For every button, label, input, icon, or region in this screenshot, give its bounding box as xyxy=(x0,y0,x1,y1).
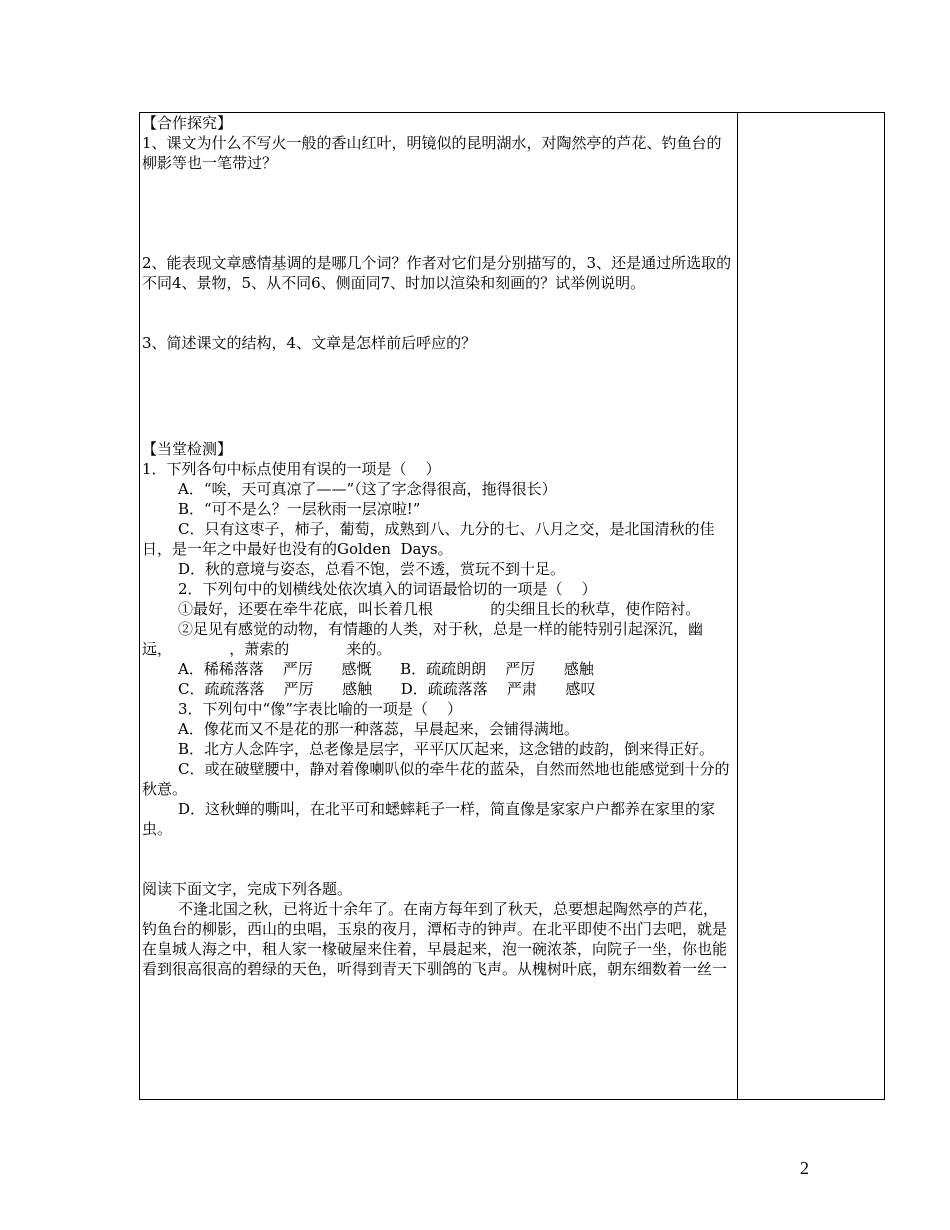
column-divider xyxy=(737,113,738,1099)
test-question-3-stem: 3．下列句中“像”字表比喻的一项是（ ） xyxy=(178,700,462,718)
test-question-2-options-cd: C．疏疏落落 严厉 感触 D．疏疏落落 严肃 感叹 xyxy=(178,680,596,698)
test-question-1-stem: 1．下列各句中标点使用有误的一项是（ ） xyxy=(142,460,441,478)
page-number: 2 xyxy=(800,1158,809,1178)
section-heading-cooperative-inquiry: 【合作探究】 xyxy=(142,114,233,132)
test-question-3-option-d: D．这秋蝉的嘶叫，在北平可和蟋蟀耗子一样，简直像是家家户户都养在家里的家虫。 xyxy=(142,800,716,838)
test-question-3-option-a: A．像花而又不是花的那一种落蕊，早晨起来，会铺得满地。 xyxy=(178,720,579,738)
inquiry-question-1: 1、课文为什么不写火一般的香山红叶，明镜似的昆明湖水，对陶然亭的芦花、钓鱼台的柳影等也一笔带过？ xyxy=(142,134,722,172)
test-question-2-options-ab: A．稀稀落落 严厉 感慨 B．疏疏朗朗 严厉 感触 xyxy=(178,660,594,678)
test-question-1-option-c: C．只有这枣子，柿子，葡萄，成熟到八、九分的七、八月之交，是北国清秋的佳日，是一年之中最好也没有的Golden Days。 xyxy=(142,520,715,558)
test-question-2-stem: 2．下列句中的划横线处依次填入的词语最恰切的一项是（ ） xyxy=(178,580,597,598)
test-question-3-option-b: B．北方人念阵字，总老像是层字，平平仄仄起来，这念错的歧韵，倒来得正好。 xyxy=(178,740,715,758)
inquiry-question-3: 3、简述课文的结构，4、文章是怎样前后呼应的？ xyxy=(142,334,477,352)
main-content-cell xyxy=(142,113,732,979)
inquiry-question-2: 2、能表现文章感情基调的是哪几个词？作者对它们是分别描写的，3、还是通过所选取的不同4、景物，5、从不同6、侧面同7、时加以渲染和刻画的？试举例说明。 xyxy=(142,254,732,292)
test-question-1-option-a: A．“唉，天可真凉了——”（这了字念得很高，拖得很长） xyxy=(178,480,557,498)
reading-instruction: 阅读下面文字，完成下列各题。 xyxy=(142,880,353,898)
test-question-2-sentence-2: ②足见有感觉的动物，有情趣的人类，对于秋，总是一样的能特别引起深沉，幽远， ，萧索的 来的。 xyxy=(142,620,704,658)
worksheet-table xyxy=(139,112,885,1100)
test-question-3-option-c: C．或在破壁腰中，静对着像喇叭似的牵牛花的蓝朵，自然而然地也能感觉到十分的秋意。 xyxy=(142,760,730,798)
section-heading-in-class-test: 【当堂检测】 xyxy=(142,440,233,458)
test-question-2-sentence-1: ①最好，还要在牵牛花底，叫长着几根 的尖细且长的秋草，使作陪衬。 xyxy=(178,600,701,618)
reading-passage: 不逢北国之秋，已将近十余年了。在南方每年到了秋天，总要想起陶然亭的芦花，钓鱼台的柳影，西山的虫唱，玉泉的夜月，潭柘寺的钟声。在北平即使不出门去吧，就是在皇城人海之中，租人家一椽破屋来住着，早晨起来，泡一碗浓茶，向院子一坐，你也能看到很高很高的碧绿的天色，听得到青天下驯鸽的飞声。从槐树叶底，朝东细数着一丝一 xyxy=(142,900,728,978)
test-question-1-option-b: B．“可不是么？一层秋雨一层凉啦!” xyxy=(178,500,421,518)
test-question-1-option-d: D．秋的意境与姿态，总看不饱，尝不透，赏玩不到十足。 xyxy=(178,560,566,578)
